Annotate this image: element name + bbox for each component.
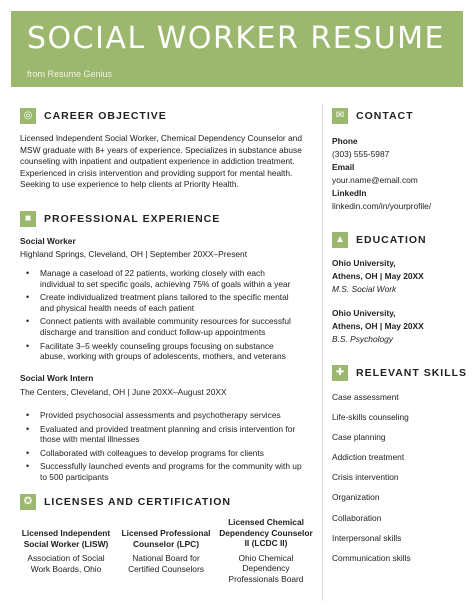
list-item: • Provided psychosocial assessments and psychotherapy services bbox=[20, 410, 320, 421]
briefcase-icon: ■ bbox=[20, 211, 36, 227]
list-item: • Connect patients with available community resources for successful discharge and transition and conduct follow-up appointments bbox=[20, 316, 320, 337]
column-divider bbox=[322, 104, 323, 601]
section-contact bbox=[332, 108, 414, 124]
target-icon: ◎ bbox=[20, 108, 36, 124]
job-bullets bbox=[20, 410, 320, 486]
school-location: Athens, OH | May 20XX bbox=[332, 321, 424, 331]
skill-item: Case planning bbox=[332, 432, 386, 442]
email-label: Email bbox=[332, 162, 355, 172]
school-name: Ohio University, bbox=[332, 308, 396, 318]
degree: M.S. Social Work bbox=[332, 284, 397, 294]
section-title: PROFESSIONAL EXPERIENCE bbox=[44, 213, 221, 225]
phone-value: (303) 555-5987 bbox=[332, 149, 390, 159]
section-professional-experience bbox=[20, 211, 220, 227]
skill-item: Collaboration bbox=[332, 513, 382, 523]
objective-line: Licensed Independent Social Worker, Chemical Dependency Counselor and bbox=[20, 133, 302, 143]
section-education bbox=[332, 232, 427, 248]
license-item bbox=[114, 528, 218, 574]
section-title: RELEVANT SKILLS bbox=[356, 367, 468, 379]
school-location: Athens, OH | May 20XX bbox=[332, 271, 424, 281]
license-title: Licensed Independent Social Worker (LISW) bbox=[21, 528, 111, 549]
list-item: • Successfully launched events and programs for the community with up to 500 participants bbox=[20, 461, 320, 482]
section-title: EDUCATION bbox=[356, 234, 427, 246]
job-title: Social Work Intern bbox=[20, 373, 94, 383]
job-meta: Highland Springs, Cleveland, OH | September 20XX–Present bbox=[20, 249, 248, 259]
resume-header bbox=[11, 11, 463, 87]
section-title: LICENSES AND CERTIFICATION bbox=[44, 496, 232, 508]
linkedin-link[interactable]: linkedin.com/in/yourprofile/ bbox=[332, 201, 432, 211]
puzzle-icon: ✚ bbox=[332, 365, 348, 381]
phone-label: Phone bbox=[332, 136, 358, 146]
objective-text bbox=[20, 133, 315, 191]
job-title: Social Worker bbox=[20, 236, 76, 246]
skill-item: Life-skills counseling bbox=[332, 412, 409, 422]
list-item: • Collaborated with colleagues to develop programs for clients bbox=[20, 448, 320, 459]
skill-item: Organization bbox=[332, 492, 380, 502]
email-link[interactable]: your.name@email.com bbox=[332, 175, 418, 185]
skill-item: Addiction treatment bbox=[332, 452, 405, 462]
objective-line: Seeking to use experience to help clients at Priority Health. bbox=[20, 179, 239, 190]
section-skills bbox=[332, 365, 467, 381]
badge-icon: ✪ bbox=[20, 494, 36, 510]
school-name: Ohio University, bbox=[332, 258, 396, 268]
list-item: • Create individualized treatment plans tailored to the specific mental and physical health needs of each patient bbox=[20, 292, 320, 313]
section-licenses bbox=[20, 494, 231, 510]
objective-line: Experienced in crisis intervention and providing support for mental health. bbox=[20, 167, 293, 178]
license-title: Licensed Professional Counselor (LPC) bbox=[121, 528, 211, 549]
job-bullets bbox=[20, 268, 320, 365]
skill-item: Interpersonal skills bbox=[332, 533, 402, 543]
license-org: Ohio Chemical Dependency Professionals Board bbox=[228, 552, 304, 584]
linkedin-label: LinkedIn bbox=[332, 188, 367, 198]
skill-item: Case assessment bbox=[332, 392, 399, 402]
license-item bbox=[14, 528, 118, 574]
list-item: • Manage a caseload of 22 patients, working closely with each individual to set specific goals, achieving 75% of goals within a year bbox=[20, 268, 320, 289]
license-item bbox=[214, 517, 318, 585]
source-credit: from Resume Genius bbox=[27, 69, 113, 79]
list-item: • Facilitate 3–5 weekly counseling groups focusing on substance abuse, working with groups of adolescents, mothers, and veterans bbox=[20, 341, 320, 362]
section-title: CONTACT bbox=[356, 110, 414, 122]
job-meta: The Centers, Cleveland, OH | June 20XX–August 20XX bbox=[20, 387, 227, 397]
section-career-objective bbox=[20, 108, 167, 124]
license-title: Licensed Chemical Dependency Counselor II (LCDC II) bbox=[219, 517, 313, 549]
skill-item: Crisis intervention bbox=[332, 472, 399, 482]
license-org: National Board for Certified Counselors bbox=[128, 553, 204, 574]
skill-item: Communication skills bbox=[332, 553, 411, 563]
resume-title: SOCIAL WORKER RESUME bbox=[27, 21, 445, 56]
list-item: • Evaluated and provided treatment planning and crisis intervention for those with mental illnesses bbox=[20, 424, 320, 445]
degree: B.S. Psychology bbox=[332, 334, 393, 344]
envelope-icon: ✉ bbox=[332, 108, 348, 124]
graduation-cap-icon: ▲ bbox=[332, 232, 348, 248]
section-title: CAREER OBJECTIVE bbox=[44, 110, 167, 122]
objective-line: counseling with inpatient and outpatient experience in addiction treatment. bbox=[20, 156, 295, 167]
license-org: Association of Social Work Boards, Ohio bbox=[27, 553, 105, 574]
objective-line: MSW graduate with 8+ years of experience. Specializes in substance abuse bbox=[20, 144, 302, 155]
